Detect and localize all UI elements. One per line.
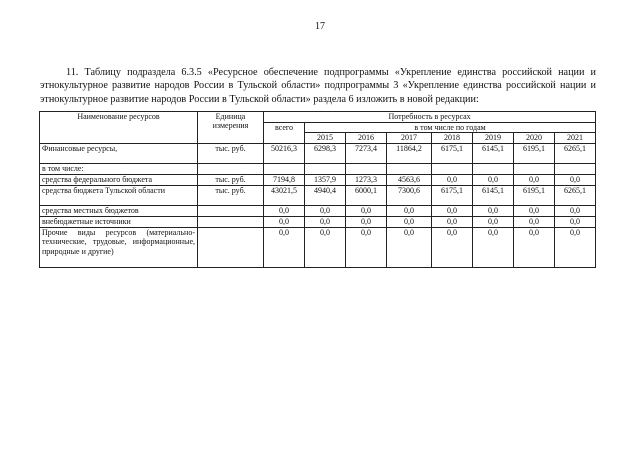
- row-unit: [198, 216, 264, 227]
- row-year-value: 7273,4: [346, 143, 387, 163]
- row-year-value: 0,0: [305, 227, 346, 267]
- row-year-value: [432, 163, 473, 174]
- row-year-value: 6145,1: [473, 185, 514, 205]
- resources-table: [39, 111, 596, 268]
- row-year-value: 0,0: [473, 174, 514, 185]
- header-year: 2019: [473, 133, 514, 143]
- table-row: [40, 163, 596, 174]
- row-year-value: 4940,4: [305, 185, 346, 205]
- header-by-years: в том числе по годам: [305, 123, 596, 133]
- table-row: [40, 174, 596, 185]
- row-year-value: 0,0: [346, 227, 387, 267]
- row-name: средства федерального бюджета: [40, 174, 198, 185]
- table-row: [40, 185, 596, 205]
- header-year: 2015: [305, 133, 346, 143]
- row-year-value: 6195,1: [514, 185, 555, 205]
- row-year-value: [305, 163, 346, 174]
- row-year-value: 1273,3: [346, 174, 387, 185]
- header-year: 2021: [555, 133, 596, 143]
- row-year-value: 6298,3: [305, 143, 346, 163]
- row-total: 0,0: [264, 216, 305, 227]
- row-unit: тыс. руб.: [198, 143, 264, 163]
- row-year-value: 0,0: [387, 205, 432, 216]
- row-name: средства бюджета Тульской области: [40, 185, 198, 205]
- row-name: Финансовые ресурсы,: [40, 143, 198, 163]
- row-year-value: [473, 163, 514, 174]
- row-year-value: 0,0: [305, 216, 346, 227]
- row-year-value: 11864,2: [387, 143, 432, 163]
- row-total: 7194,8: [264, 174, 305, 185]
- row-name: внебюджетные источники: [40, 216, 198, 227]
- row-year-value: 0,0: [555, 174, 596, 185]
- header-year: 2018: [432, 133, 473, 143]
- row-year-value: 0,0: [555, 227, 596, 267]
- row-year-value: 6000,1: [346, 185, 387, 205]
- row-year-value: 0,0: [473, 227, 514, 267]
- row-name: Прочие виды ресурсов (материально-технические, трудовые, информационные, природные и другие): [40, 227, 198, 267]
- row-year-value: 0,0: [346, 216, 387, 227]
- row-year-value: 0,0: [432, 205, 473, 216]
- row-year-value: [387, 163, 432, 174]
- row-unit: тыс. руб.: [198, 185, 264, 205]
- table-row: [40, 143, 596, 163]
- header-year: 2020: [514, 133, 555, 143]
- row-year-value: 4563,6: [387, 174, 432, 185]
- row-year-value: 0,0: [473, 205, 514, 216]
- header-year: 2017: [387, 133, 432, 143]
- row-year-value: 6175,1: [432, 185, 473, 205]
- row-year-value: 0,0: [432, 174, 473, 185]
- row-year-value: 0,0: [432, 216, 473, 227]
- row-year-value: 0,0: [473, 216, 514, 227]
- row-name: средства местных бюджетов: [40, 205, 198, 216]
- row-unit: [198, 205, 264, 216]
- row-year-value: 0,0: [305, 205, 346, 216]
- row-year-value: 0,0: [514, 216, 555, 227]
- row-year-value: 6195,1: [514, 143, 555, 163]
- row-year-value: 0,0: [555, 216, 596, 227]
- row-unit: [198, 227, 264, 267]
- row-total: [264, 163, 305, 174]
- row-year-value: 1357,9: [305, 174, 346, 185]
- row-total: 0,0: [264, 227, 305, 267]
- row-year-value: 7300,6: [387, 185, 432, 205]
- header-resource-name: Наименование ресурсов: [40, 112, 198, 144]
- row-total: 0,0: [264, 205, 305, 216]
- row-name: в том числе:: [40, 163, 198, 174]
- intro-paragraph: 11. Таблицу подраздела 6.3.5 «Ресурсное обеспечение подпрограммы «Укрепление единства российской нации и этнокультурное развитие народов России в Тульской области» подпрограммы 3 «Укрепление единства российской нации и этнокультурное развитие народов России в Тульской области» раздела 6 изложить в новой редакции:: [40, 67, 596, 105]
- row-year-value: 0,0: [514, 174, 555, 185]
- header-year: 2016: [346, 133, 387, 143]
- row-year-value: 6265,1: [555, 143, 596, 163]
- row-year-value: 0,0: [387, 216, 432, 227]
- row-year-value: [555, 163, 596, 174]
- row-year-value: 0,0: [346, 205, 387, 216]
- table-row: [40, 227, 596, 267]
- row-year-value: 0,0: [432, 227, 473, 267]
- row-unit: [198, 163, 264, 174]
- header-total: всего: [264, 123, 305, 144]
- row-year-value: 0,0: [387, 227, 432, 267]
- table-row: [40, 216, 596, 227]
- row-total: 43021,5: [264, 185, 305, 205]
- row-year-value: 0,0: [514, 205, 555, 216]
- row-year-value: 0,0: [555, 205, 596, 216]
- page-number: 17: [315, 21, 325, 32]
- row-year-value: 0,0: [514, 227, 555, 267]
- row-total: 50216,3: [264, 143, 305, 163]
- table-row: [40, 205, 596, 216]
- row-year-value: [346, 163, 387, 174]
- row-year-value: 6175,1: [432, 143, 473, 163]
- header-unit: Единица измерения: [198, 112, 264, 144]
- row-year-value: 6145,1: [473, 143, 514, 163]
- row-year-value: [514, 163, 555, 174]
- header-need: Потребность в ресурсах: [264, 112, 596, 123]
- row-year-value: 6265,1: [555, 185, 596, 205]
- row-unit: тыс. руб.: [198, 174, 264, 185]
